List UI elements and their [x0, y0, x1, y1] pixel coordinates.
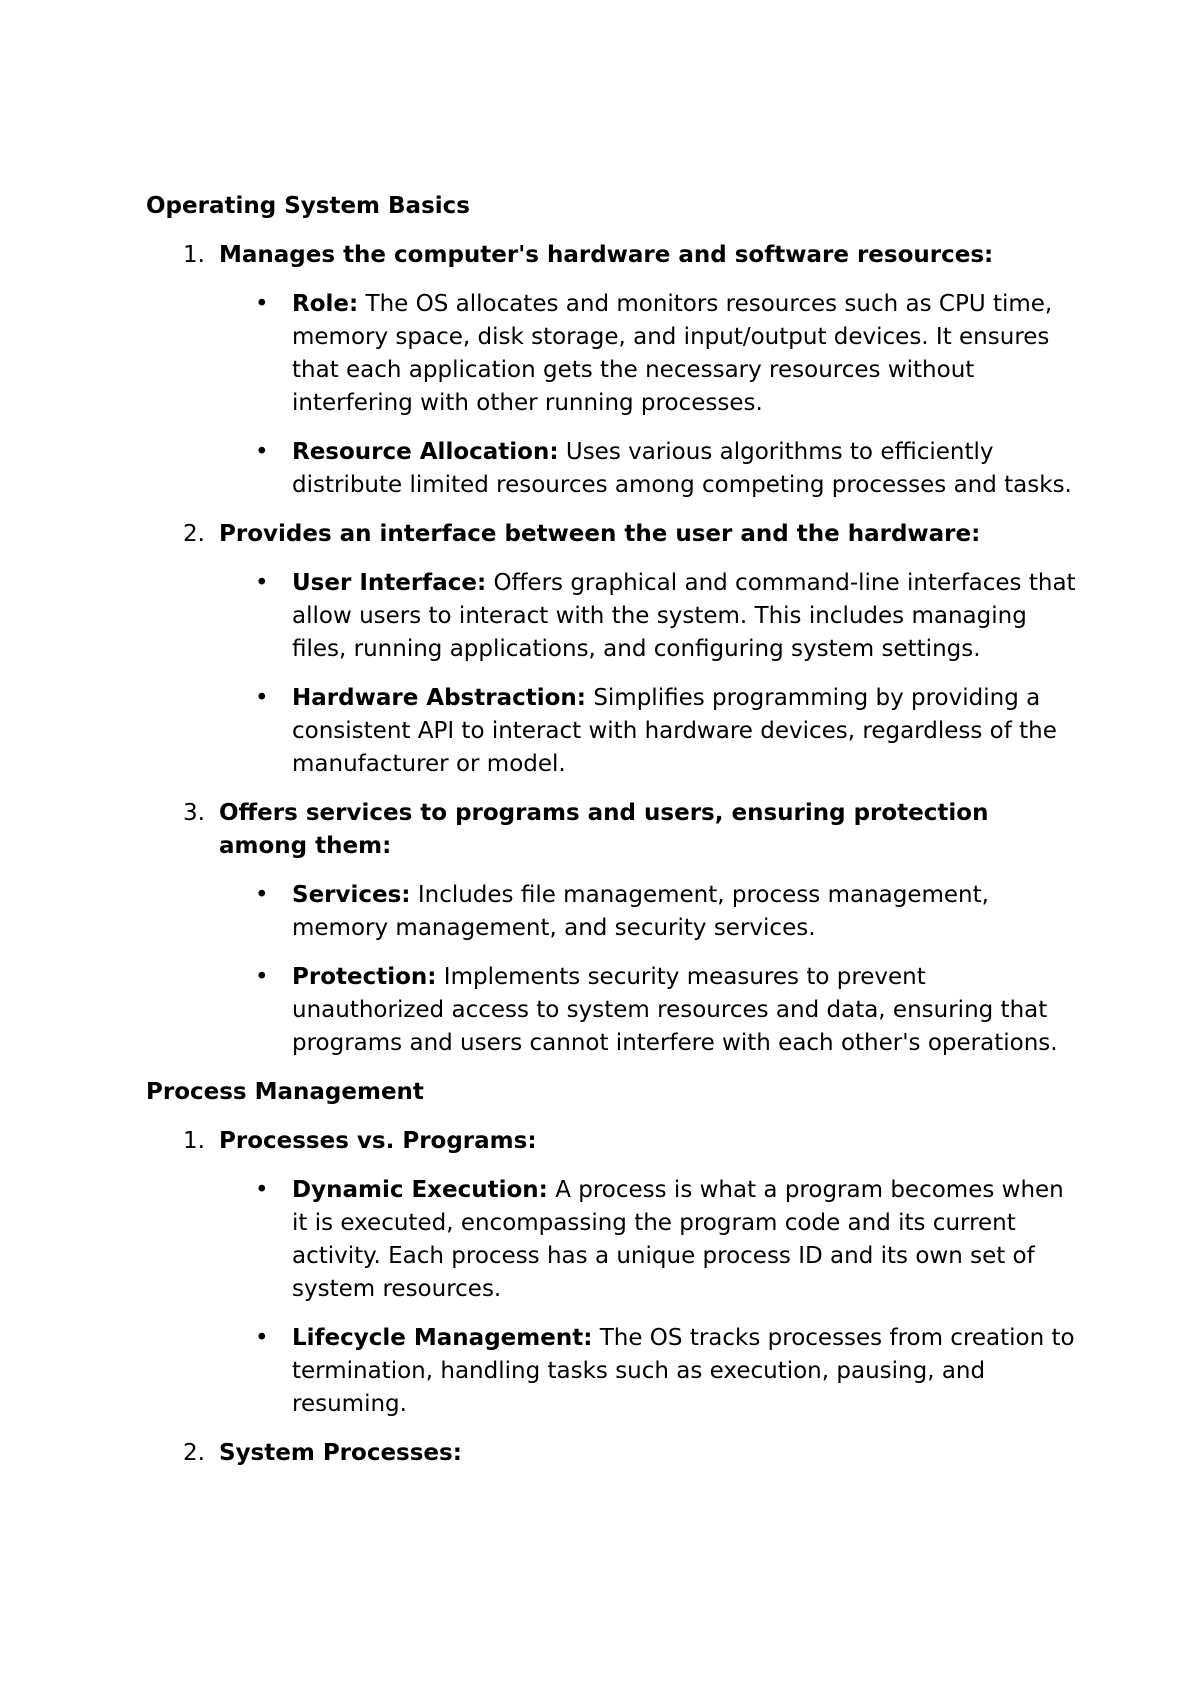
item-number: 1. — [183, 242, 205, 268]
item-number: 2. — [183, 1440, 205, 1466]
bullet-label: Lifecycle Management: — [292, 1325, 593, 1351]
bullet-text: Simplifies programming by providing a consistent API to interact with hardware devices, regardless of the manufacturer or model. — [292, 685, 1057, 777]
item-number: 1. — [183, 1128, 205, 1154]
item-number: 3. — [183, 800, 205, 826]
item-title: Offers services to programs and users, ensuring protection among them: — [219, 800, 989, 859]
bullet-item — [219, 1174, 1076, 1306]
item-title: System Processes: — [219, 1440, 462, 1466]
section-heading: Process Management — [146, 1079, 424, 1105]
bullet-icon: • — [255, 685, 269, 711]
bullet-list — [219, 879, 1076, 1060]
bullet-icon: • — [255, 291, 269, 317]
bullet-list — [219, 1174, 1076, 1421]
bullet-item — [219, 682, 1076, 781]
list-item — [146, 518, 1076, 781]
bullet-item — [219, 961, 1076, 1060]
bullet-icon: • — [255, 1177, 269, 1203]
list-item — [146, 239, 1076, 502]
bullet-text: Includes file management, process management, memory management, and security services. — [292, 882, 989, 941]
bullet-label: User Interface: — [292, 570, 487, 596]
bullet-text: Offers graphical and command-line interfaces that allow users to interact with the system. This includes managing files, running applications, and configuring system settings. — [292, 570, 1076, 662]
bullet-label: Dynamic Execution: — [292, 1177, 548, 1203]
bullet-icon: • — [255, 882, 269, 908]
bullet-text: Uses various algorithms to efficiently distribute limited resources among competing processes and tasks. — [292, 439, 1072, 498]
bullet-list — [219, 288, 1076, 502]
bullet-label: Protection: — [292, 964, 437, 990]
list-item — [146, 797, 1076, 1060]
bullet-item — [219, 1322, 1076, 1421]
section-process-management — [146, 1076, 1076, 1470]
bullet-icon: • — [255, 439, 269, 465]
bullet-icon: • — [255, 1325, 269, 1351]
bullet-label: Resource Allocation: — [292, 439, 559, 465]
bullet-icon: • — [255, 964, 269, 990]
bullet-label: Hardware Abstraction: — [292, 685, 586, 711]
document-body — [146, 190, 1076, 1486]
item-title: Processes vs. Programs: — [219, 1128, 537, 1154]
bullet-item — [219, 436, 1076, 502]
item-title: Manages the computer's hardware and software resources: — [219, 242, 994, 268]
item-number: 2. — [183, 521, 205, 547]
bullet-item — [219, 288, 1076, 420]
bullet-item — [219, 879, 1076, 945]
section-heading: Operating System Basics — [146, 193, 470, 219]
list-item — [146, 1125, 1076, 1421]
bullet-text: The OS tracks processes from creation to termination, handling tasks such as execution, pausing, and resuming. — [292, 1325, 1075, 1417]
bullet-list — [219, 567, 1076, 781]
bullet-label: Services: — [292, 882, 411, 908]
bullet-label: Role: — [292, 291, 359, 317]
list-item — [146, 1437, 1076, 1470]
bullet-text: A process is what a program becomes when it is executed, encompassing the program code and its current activity. Each process has a unique process ID and its own set of system resources. — [292, 1177, 1064, 1302]
bullet-icon: • — [255, 570, 269, 596]
bullet-text: Implements security measures to prevent unauthorized access to system resources and data, ensuring that programs and users cannot interfere with each other's operations. — [292, 964, 1058, 1056]
bullet-text: The OS allocates and monitors resources such as CPU time, memory space, disk storage, and input/output devices. It ensures that each application gets the necessary resources without interfering with other running processes. — [292, 291, 1053, 416]
item-title: Provides an interface between the user and the hardware: — [219, 521, 981, 547]
bullet-item — [219, 567, 1076, 666]
section-os-basics — [146, 190, 1076, 1060]
